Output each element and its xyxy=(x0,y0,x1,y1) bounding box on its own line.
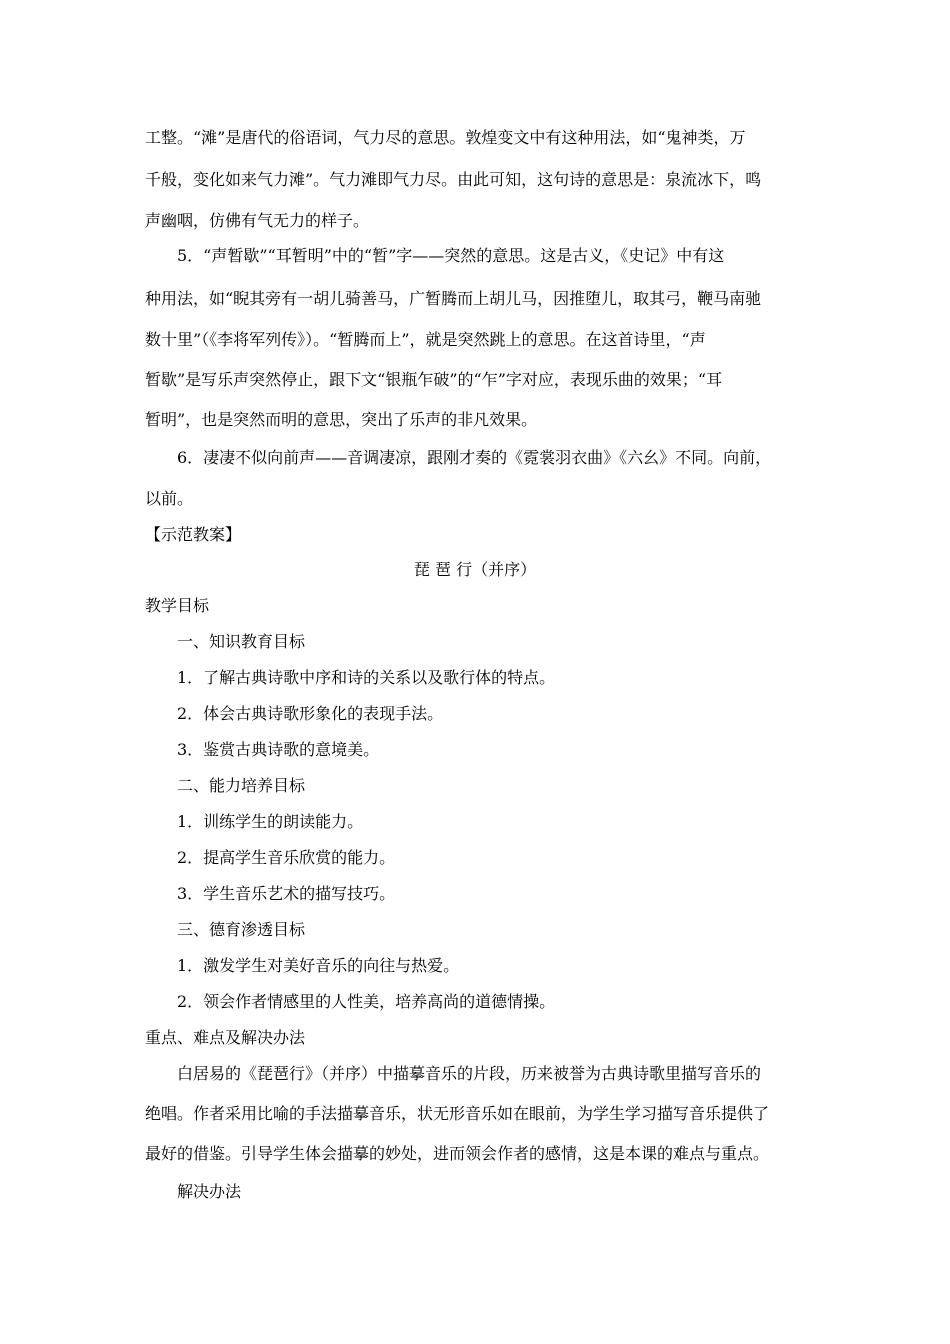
list-item: 1．训练学生的朗读能力。 xyxy=(177,812,364,831)
paragraph-line: 6．凄凄不似向前声——音调凄凉，跟刚才奏的《霓裳羽衣曲》《六幺》不同。向前， xyxy=(177,448,772,467)
paragraph-line: 5．“声暂歇”“耳暂明”中的“暂”字——突然的意思。这是古义，《史记》中有这 xyxy=(177,246,725,265)
list-item: 3．学生音乐艺术的描写技巧。 xyxy=(177,884,396,903)
list-item: 2．体会古典诗歌形象化的表现手法。 xyxy=(177,704,444,723)
paragraph-line: 最好的借鉴。引导学生体会描摹的妙处，进而领会作者的感情，这是本课的难点与重点。 xyxy=(145,1144,770,1163)
subsection-heading: 重点、难点及解决办法 xyxy=(145,1028,306,1047)
list-item: 1．激发学生对美好音乐的向往与热爱。 xyxy=(177,956,460,975)
list-item: 3．鉴赏古典诗歌的意境美。 xyxy=(177,740,380,759)
list-heading: 三、德育渗透目标 xyxy=(177,920,306,939)
paragraph-line: 暂明”，也是突然而明的意思，突出了乐声的非凡效果。 xyxy=(145,410,538,429)
list-heading: 二、能力培养目标 xyxy=(177,776,306,795)
paragraph-line: 工整。“滩”是唐代的俗语词，气力尽的意思。敦煌变文中有这种用法，如“鬼神类，万 xyxy=(145,128,746,147)
section-heading: 【示范教案】 xyxy=(145,525,242,544)
list-heading: 一、知识教育目标 xyxy=(177,632,306,651)
list-item: 2．领会作者情感里的人性美，培养高尚的道德情操。 xyxy=(177,992,556,1011)
paragraph-line: 白居易的《琵琶行》（并序）中描摹音乐的片段，历来被誉为古典诗歌里描写音乐的 xyxy=(177,1064,762,1083)
list-item: 1．了解古典诗歌中序和诗的关系以及歌行体的特点。 xyxy=(177,668,556,687)
paragraph-line: 以前。 xyxy=(145,489,194,508)
paragraph-line: 绝唱。作者采用比喻的手法描摹音乐，状无形音乐如在眼前，为学生学习描写音乐提供了 xyxy=(145,1104,770,1123)
paragraph-line: 种用法，如“睨其旁有一胡儿骑善马，广暂腾而上胡儿马，因推堕儿，取其弓，鞭马南驰 xyxy=(145,289,762,308)
paragraph-line: 数十里”（《李将军列传》）。“暂腾而上”，就是突然跳上的意思。在这首诗里，“声 xyxy=(145,330,706,349)
subsection-heading: 解决办法 xyxy=(177,1182,242,1201)
paragraph-line: 千般，变化如来气力滩”。气力滩即气力尽。由此可知，这句诗的意思是：泉流冰下，鸣 xyxy=(145,170,762,189)
subsection-heading: 教学目标 xyxy=(145,596,210,615)
list-item: 2．提高学生音乐欣赏的能力。 xyxy=(177,848,396,867)
paragraph-line: 暂歇”是写乐声突然停止，跟下文“银瓶乍破”的“乍”字对应，表现乐曲的效果；“耳 xyxy=(145,370,723,389)
paragraph-line: 声幽咽，仿佛有气无力的样子。 xyxy=(145,211,370,230)
lesson-title: 琵 琶 行（并序） xyxy=(413,560,537,579)
